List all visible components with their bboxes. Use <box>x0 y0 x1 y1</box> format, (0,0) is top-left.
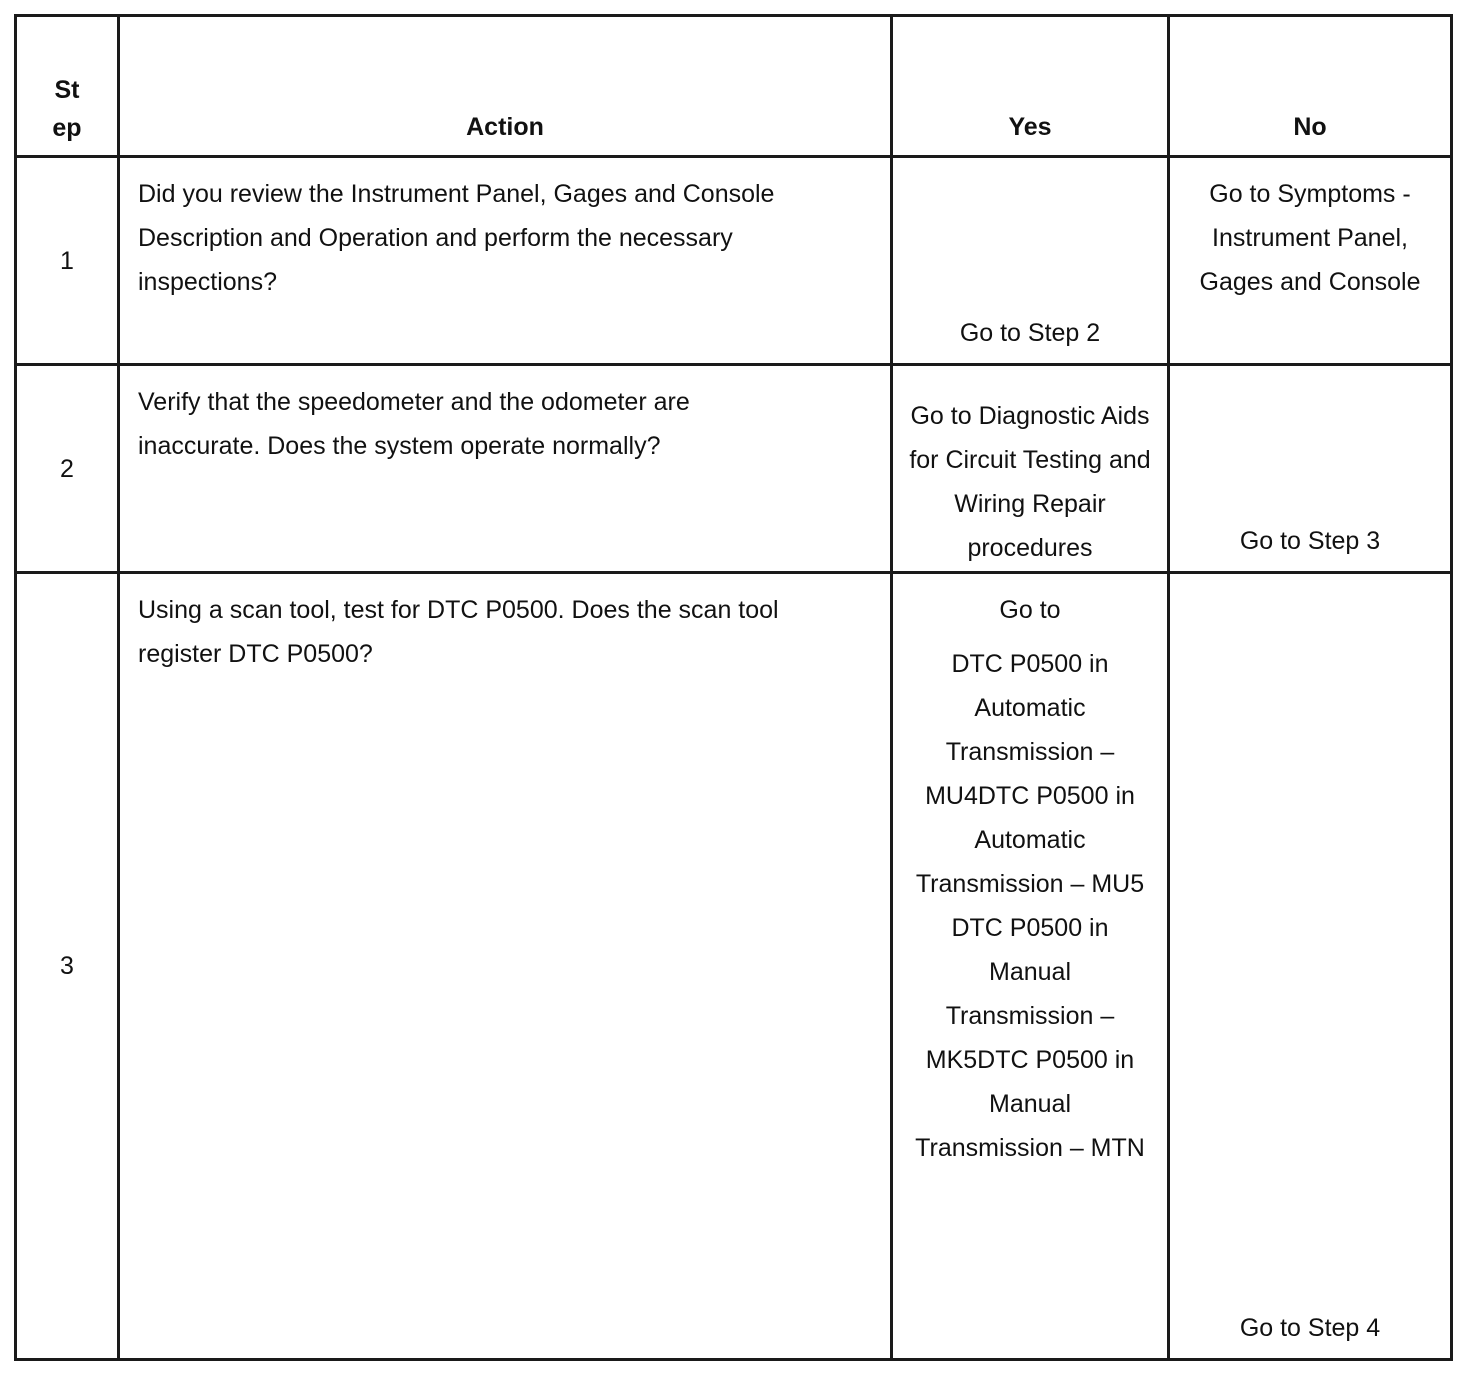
table-row <box>16 157 1452 365</box>
yes-result <box>892 573 1169 1360</box>
table-header-row <box>16 16 1452 157</box>
action-text: Using a scan tool, test for DTC P0500. Does the scan tool register DTC P0500? <box>119 573 892 1360</box>
no-result: Go to Step 3 <box>1169 365 1452 573</box>
yes-intro: Go to <box>999 596 1061 624</box>
header-step: St ep <box>16 16 119 157</box>
diagnostic-table <box>14 14 1453 1361</box>
header-no: No <box>1169 16 1452 157</box>
action-text: Did you review the Instrument Panel, Gages and Console Description and Operation and perform the necessary inspections? <box>119 157 892 365</box>
action-text: Verify that the speedometer and the odometer are inaccurate. Does the system operate normally? <box>119 365 892 573</box>
table-row <box>16 573 1452 1360</box>
no-result: Go to Symptoms - Instrument Panel, Gages and Console <box>1169 157 1452 365</box>
step-number: 2 <box>16 365 119 573</box>
header-yes: Yes <box>892 16 1169 157</box>
step-number: 3 <box>16 573 119 1360</box>
yes-link-automatic[interactable]: DTC P0500 in Automatic Transmission – MU4DTC P0500 in Automatic Transmission – MU5 <box>915 650 1145 898</box>
step-number: 1 <box>16 157 119 365</box>
table-row <box>16 365 1452 573</box>
yes-link-manual[interactable]: DTC P0500 in Manual Transmission – MK5DTC P0500 in Manual Transmission – MTN <box>915 914 1145 1162</box>
no-result: Go to Step 4 <box>1169 573 1452 1360</box>
header-action: Action <box>119 16 892 157</box>
yes-result: Go to Step 2 <box>892 157 1169 365</box>
yes-result: Go to Diagnostic Aids for Circuit Testing and Wiring Repair procedures <box>892 365 1169 573</box>
